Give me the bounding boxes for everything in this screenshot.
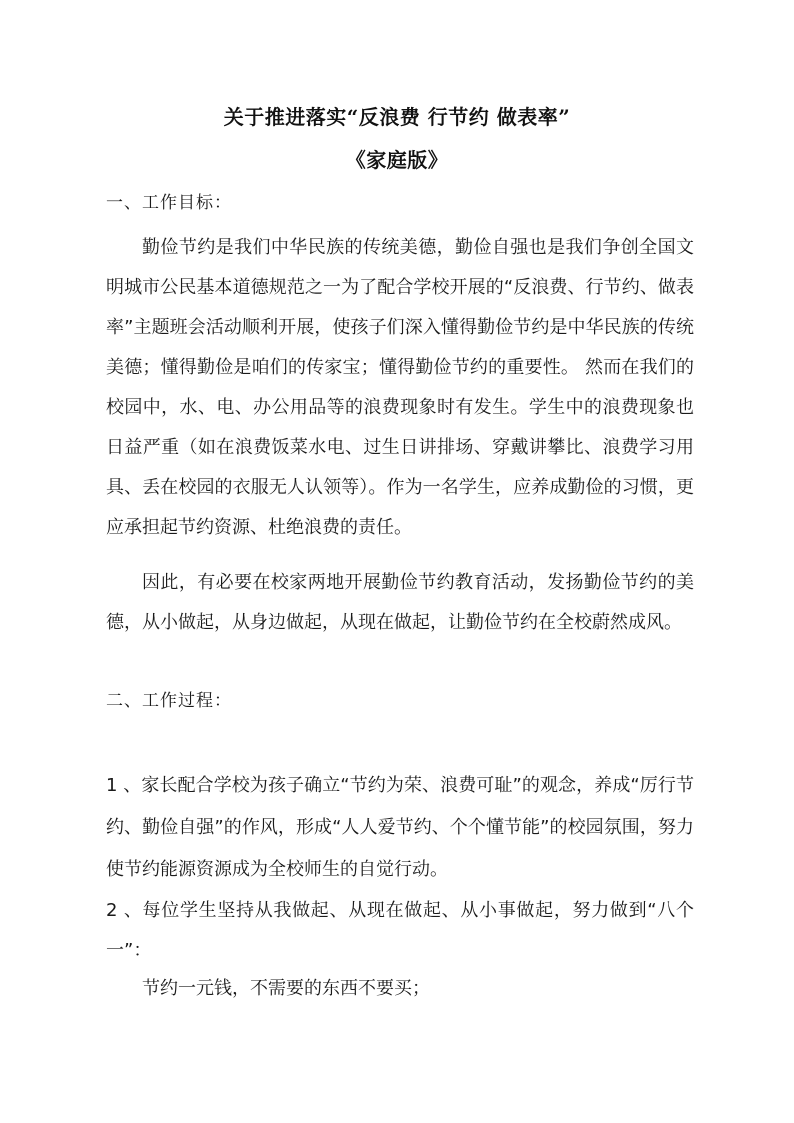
- section-2-sub-item-1: 节约一元钱，不需要的东西不要买；: [142, 978, 430, 999]
- section-1-paragraph-1: 勤俭节约是我们中华民族的传统美德，勤俭自强也是我们争创全国文明城市公民基本道德规范之一为了配合学校开展的“反浪费、行节约、做表率”主题班会活动顺利开展，使孩子们深入懂得勤俭节约是中华民族的传统美德；懂得勤俭是咱们的传家宝；懂得勤俭节约的重要性。 然而在我们的校园中，水、电、办公用品等的浪费现象时有发生。学生中的浪费现象也日益严重（如在浪费饭菜水电、过生日讲排场、穿戴讲攀比、浪费学习用具、丢在校园的衣服无人认领等）。作为一名学生，应养成勤俭的习惯，更应承担起节约资源、杜绝浪费的责任。: [106, 237, 694, 538]
- section-1-heading: 一、工作目标：: [106, 193, 232, 213]
- section-2-heading: 二、工作过程：: [106, 691, 232, 711]
- document-subtitle: 《家庭版》: [345, 148, 449, 172]
- document-title: 关于推进落实“反浪费 行节约 做表率”: [223, 105, 571, 129]
- section-1-paragraph-2: 因此，有必要在校家两地开展勤俭节约教育活动，发扬勤俭节约的美德，从小做起，从身边做起，从现在做起，让勤俭节约在全校蔚然成风。: [106, 572, 694, 633]
- section-2-item-2: 2 、每位学生坚持从我做起、从现在做起、从小事做起，努力做到“八个一”：: [106, 900, 694, 961]
- section-2-item-1: 1 、家长配合学校为孩子确立“节约为荣、浪费可耻”的观念，养成“厉行节约、勤俭自强”的作风，形成“人人爱节约、个个懂节能”的校园氛围，努力使节约能源资源成为全校师生的自觉行动。: [106, 775, 694, 880]
